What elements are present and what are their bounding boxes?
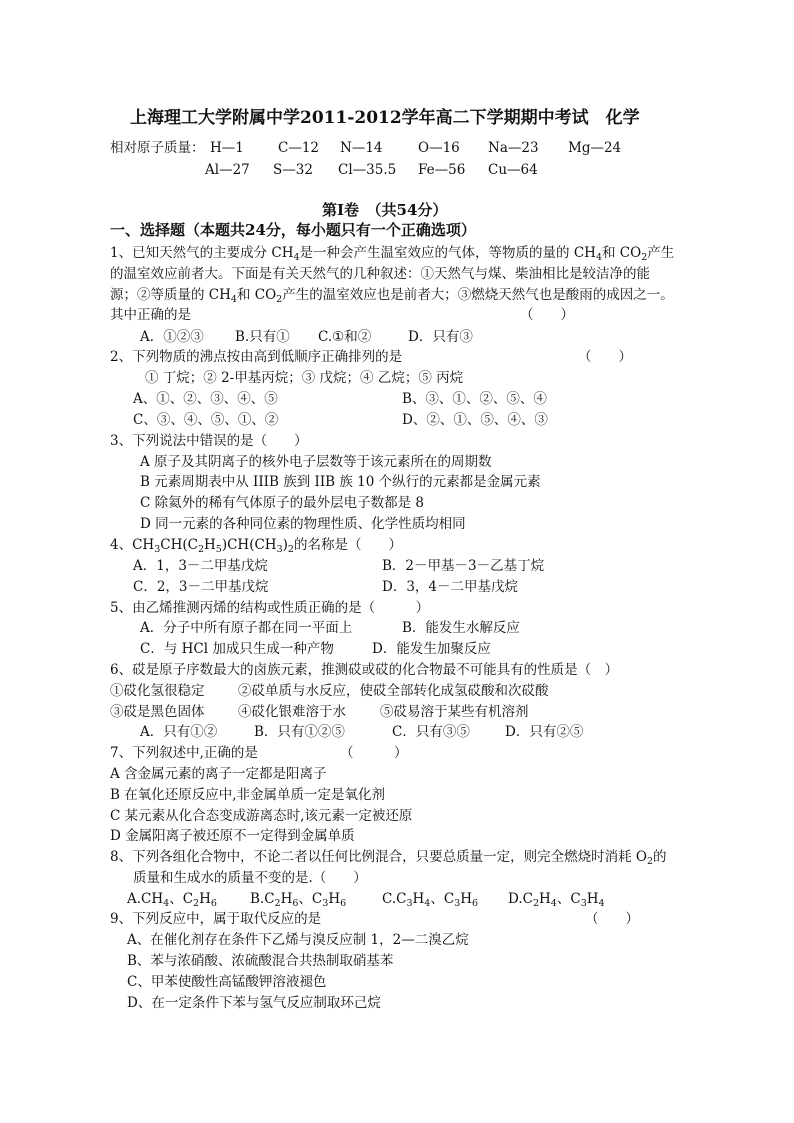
q9-stem: 9、下列反应中，属于取代反应的是 <box>110 911 322 927</box>
q3-option-b[interactable]: B 元素周期表中从 IIIB 族到 IIB 族 10 个纵行的元素都是金属元素 <box>140 474 541 490</box>
q1-option-c[interactable]: C.①和② <box>318 329 372 345</box>
page-title: 上海理工大学附属中学2011-2012学年高二下学期期中考试 化学 <box>130 108 640 128</box>
q6-option-a[interactable]: A．只有①② <box>140 724 218 740</box>
q4-option-c[interactable]: C．2，3－二甲基戊烷 <box>133 579 269 595</box>
q7-option-a[interactable]: A 含金属元素的离子一定都是阳离子 <box>110 766 327 782</box>
q6-stem: 6、砹是原子序数最大的卤族元素，推测砹或砹的化合物最不可能具有的性质是（ ） <box>110 662 619 678</box>
volume-heading: 第Ⅰ卷 （共54分） <box>322 201 448 219</box>
mass-n: N—14 <box>340 140 383 156</box>
q6-option-d[interactable]: D．只有②⑤ <box>505 724 584 740</box>
mass-h: H—1 <box>210 140 244 156</box>
q1-option-b[interactable]: B.只有① <box>235 329 290 345</box>
q3-option-a[interactable]: A 原子及其阴离子的核外电子层数等于该元素所在的周期数 <box>140 454 492 470</box>
q3-stem: 3、下列说法中错误的是（ ） <box>110 433 308 449</box>
q9-option-c[interactable]: C、甲苯使酸性高锰酸钾溶液褪色 <box>127 974 327 990</box>
q9-option-b[interactable]: B、苯与浓硝酸、浓硫酸混合共热制取硝基苯 <box>127 953 394 969</box>
mass-cu: Cu—64 <box>488 162 538 178</box>
q8-option-a[interactable]: $A.CH_4$、$C_2H_6$ <box>127 891 217 909</box>
q8-option-d[interactable]: $D.C_2H_4$、$C_3H_4$ <box>508 891 605 909</box>
q6-option-c[interactable]: C．只有③⑤ <box>392 724 470 740</box>
q1-line3: 源；②等质量的 $CH_4$和 $CO_2$产生的温室效应也是前者大；③燃烧天然气也是酸雨的成因之一。 <box>110 287 674 305</box>
q1-line4: 其中正确的是 <box>110 307 191 323</box>
q6-option-b[interactable]: B．只有①②⑤ <box>254 724 345 740</box>
q6-prop-2: ②砹单质与水反应，使砹全部转化成氢砹酸和次砹酸 <box>238 683 549 699</box>
q2-stem: 2、下列物质的沸点按由高到低顺序正确排列的是 <box>110 349 403 365</box>
q5-option-c[interactable]: C．与 HCl 加成只生成一种产物 <box>140 641 334 657</box>
q1-line2: 的温室效应前者大。下面是有关天然气的几种叙述：①天然气与煤、柴油相比是较洁净的能 <box>110 266 650 282</box>
q1-option-d[interactable]: D．只有③ <box>408 329 473 345</box>
q7-answer-bracket[interactable]: （ ） <box>340 745 408 761</box>
q9-option-a[interactable]: A、在催化剂存在条件下乙烯与溴反应制 1，2—二溴乙烷 <box>127 932 469 948</box>
q4-option-a[interactable]: A．1，3－二甲基戊烷 <box>133 558 268 574</box>
q7-stem: 7、下列叙述中,正确的是 <box>110 745 258 761</box>
q9-option-d[interactable]: D、在一定条件下苯与氢气反应制取环己烷 <box>127 995 381 1011</box>
q2-option-d[interactable]: D、②、①、⑤、④、③ <box>402 412 548 428</box>
q8-option-b[interactable]: $B.C_2H_6$、$C_3H_6$ <box>250 891 347 909</box>
q4-stem: 4、$CH_3CH(C_2H_5)CH(CH_3)_2$的名称是（ ） <box>110 537 402 555</box>
mass-s: S—32 <box>273 162 313 178</box>
q5-stem: 5、由乙烯推测丙烯的结构或性质正确的是（ ） <box>110 600 430 616</box>
q3-option-c[interactable]: C 除氦外的稀有气体原子的最外层电子数都是 8 <box>140 495 425 511</box>
q1-text: 1、已知天然气的主要成分 CH <box>110 245 294 261</box>
q5-option-a[interactable]: A．分子中所有原子都在同一平面上 <box>140 620 353 636</box>
q2-answer-bracket[interactable]: （ ） <box>578 349 632 365</box>
mass-na: Na—23 <box>488 140 539 156</box>
q7-option-d[interactable]: D 金属阳离子被还原不一定得到金属单质 <box>110 828 355 844</box>
q7-option-b[interactable]: B 在氧化还原反应中,非金属单质一定是氧化剂 <box>110 787 386 803</box>
q7-option-c[interactable]: C 某元素从化合态变成游离态时,该元素一定被还原 <box>110 808 413 824</box>
q9-answer-bracket[interactable]: （ ） <box>585 911 639 927</box>
q8-option-c[interactable]: $C.C_3H_4$、$C_3H_6$ <box>382 891 479 909</box>
q1-line1: 1、已知天然气的主要成分 $CH_4$是一种会产生温室效应的气体，等物质的量的 $CH_4$和 $CO_2$产生 <box>110 245 675 263</box>
q1-option-a[interactable]: A．①②③ <box>140 329 204 345</box>
section-heading: 一、选择题（本题共24分，每小题只有一个正确选项） <box>110 221 476 239</box>
q6-prop-1: ①砹化氢很稳定 <box>110 683 205 699</box>
q6-prop-5: ⑤砹易溶于某些有机溶剂 <box>380 704 529 720</box>
mass-al: Al—27 <box>205 162 250 178</box>
mass-o: O—16 <box>418 140 460 156</box>
q2-items: ① 丁烷；② 2-甲基丙烷；③ 戊烷；④ 乙烷；⑤ 丙烷 <box>145 370 464 386</box>
atomic-mass-label: 相对原子质量： <box>110 140 205 156</box>
q4-option-d[interactable]: D．3，4－二甲基戊烷 <box>382 579 519 595</box>
q5-option-d[interactable]: D．能发生加聚反应 <box>372 641 491 657</box>
q6-prop-3: ③砹是黑色固体 <box>110 704 205 720</box>
q3-option-d[interactable]: D 同一元素的各种同位素的物理性质、化学性质均相同 <box>140 516 466 532</box>
q6-prop-4: ④砹化银难溶于水 <box>238 704 346 720</box>
q4-option-b[interactable]: B．2－甲基－3－乙基丁烷 <box>382 558 545 574</box>
mass-cl: Cl—35.5 <box>338 162 397 178</box>
q2-option-b[interactable]: B、③、①、②、⑤、④ <box>402 391 547 407</box>
mass-mg: Mg—24 <box>568 140 622 156</box>
q2-option-a[interactable]: A、①、②、③、④、⑤ <box>133 391 278 407</box>
mass-fe: Fe—56 <box>418 162 466 178</box>
q8-stem-cont: 质量和生成水的质量不变的是.（ ） <box>133 870 367 886</box>
q2-option-c[interactable]: C、③、④、⑤、①、② <box>133 412 279 428</box>
q1-answer-bracket[interactable]: （ ） <box>520 307 574 323</box>
q5-option-b[interactable]: B．能发生水解反应 <box>402 620 520 636</box>
q8-stem: 8、下列各组化合物中，不论二者以任何比例混合，只要总质量一定，则完全燃烧时消耗 $O_2$的 <box>110 849 667 867</box>
mass-c: C—12 <box>278 140 320 156</box>
